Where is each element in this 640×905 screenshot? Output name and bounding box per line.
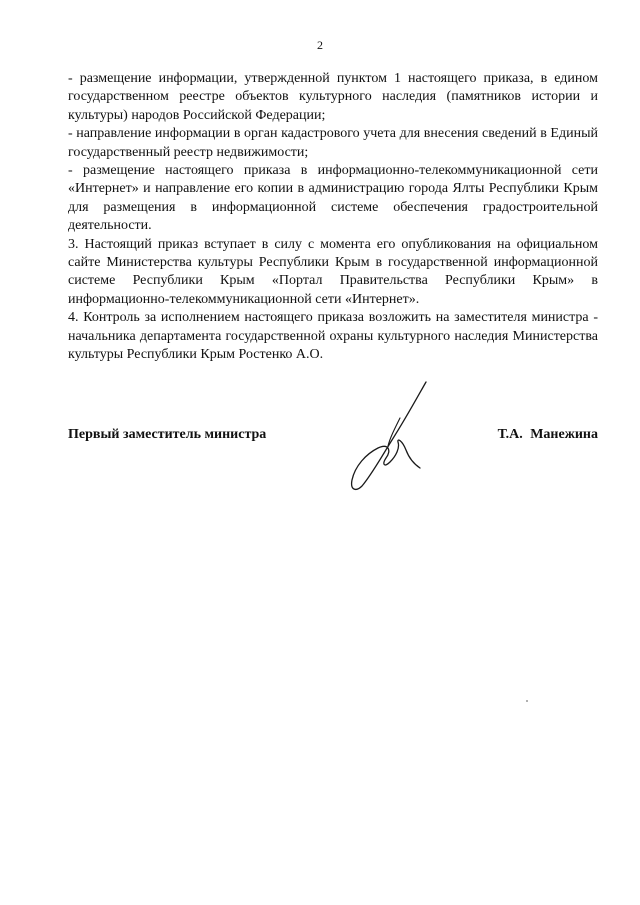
paragraph-effective-date: 3. Настоящий приказ вступает в силу с момента его опубликования на официальном сайте Министерства культуры Республики Крым в государственной информационной системе Республики Крым «Портал Правительства Республики Крым» в информационно-телекоммуникационной сети «Интернет». — [68, 236, 598, 307]
page-number: 2 — [317, 38, 323, 52]
paragraph-control: 4. Контроль за исполнением настоящего приказа возложить на заместителя министра - начальника департамента государственной охраны культурного наследия Министерства культуры Республики Крым Ростенко А.О. — [68, 310, 598, 363]
signature-block — [68, 427, 598, 447]
document-body — [68, 70, 598, 365]
handwritten-signature — [348, 378, 428, 493]
paragraph-cadastral-notice: - направление информации в орган кадастрового учета для внесения сведений в Единый государственный реестр недвижимости; — [68, 126, 598, 160]
paragraph-internet-publication: - размещение настоящего приказа в информационно-телекоммуникационной сети «Интернет» и направление его копии в администрацию города Ялты Республики Крым для размещения в информационной системе обеспечения градостроительной деятельности. — [68, 163, 598, 234]
scan-speck — [526, 700, 528, 702]
signer-position: Первый заместитель министра — [68, 427, 267, 442]
signer-name: Т.А. Манежина — [497, 427, 598, 442]
paragraph-registry-placement: - размещение информации, утвержденной пунктом 1 настоящего приказа, в едином государственном реестре объектов культурного наследия (памятников истории и культуры) народов Российской Федерации; — [68, 71, 598, 123]
